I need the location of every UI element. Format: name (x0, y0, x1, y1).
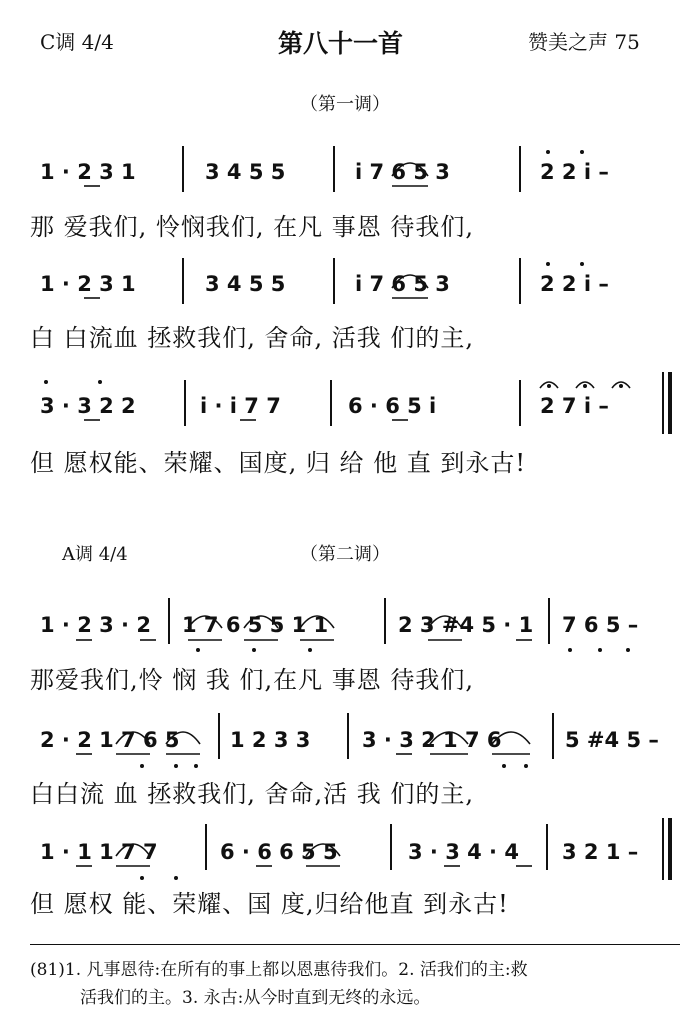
notes-measure: 6 · 6 5 i (348, 394, 437, 418)
notes-measure: 3 4 5 5 (205, 272, 286, 296)
notes-measure: i 7 6 5 3 (355, 272, 450, 296)
tune1-label: （第一调） (300, 94, 390, 115)
notes-measure: 2 7 i – (540, 394, 609, 418)
lyric-line: 但 愿权 能、荣耀、国 度,归给他直 到永古! (30, 890, 509, 918)
notes-measure: 1 2 3 3 (230, 728, 311, 752)
lyric-line: 那 爱我们, 怜悯我们, 在凡 事恩 待我们, (30, 213, 475, 241)
octave-dots (44, 150, 630, 880)
lyric-line: 白白流 血 拯救我们, 舍命,活 我 们的主, (30, 780, 475, 808)
notes-measure: 5 #4 5 – (565, 728, 659, 752)
notes-measure: i · i 7 7 (200, 394, 281, 418)
footnote-line: (81)1. 凡事恩待:在所有的事上都以恩惠待我们。2. 活我们的主:救 (30, 960, 528, 980)
notes-measure: 2 3 #4 5 · 1 (398, 613, 534, 637)
notes-measure: 7 6 5 – (562, 613, 639, 637)
notes-measure: 3 2 1 – (562, 840, 639, 864)
notes-measure: 1 · 2 3 1 (40, 160, 136, 184)
notes-measure: 6 · 6 6 5 5 (220, 840, 338, 864)
notes-measure: 1 · 2 3 1 (40, 272, 136, 296)
notes-measure: 2 2 i – (540, 272, 609, 296)
notes-measure: 3 · 3 2 2 (40, 394, 136, 418)
notes-measure: 2 · 2 1 7 6 5 (40, 728, 180, 752)
key-signature: C调 4/4 (40, 30, 114, 54)
lyric-line: 但 愿权能、荣耀、国度, 归 给 他 直 到永古! (30, 449, 527, 477)
notes-measure: 3 · 3 4 · 4 (408, 840, 519, 864)
footnote-line: 活我们的主。3. 永古:从今时直到无终的永远。 (80, 988, 431, 1008)
hymn-title: 第八十一首 (278, 29, 404, 58)
notes-measure: 2 2 i – (540, 160, 609, 184)
footnote-divider (30, 944, 680, 945)
slur-marks (116, 163, 530, 856)
hymn-source: 赞美之声 75 (528, 30, 640, 54)
lyric-line: 那爱我们,怜 悯 我 们,在凡 事恩 待我们, (30, 666, 475, 694)
notes-measure: 3 4 5 5 (205, 160, 286, 184)
lyric-line: 白 白流血 拯救我们, 舍命, 活我 们的主, (30, 324, 475, 352)
duration-underlines (76, 186, 532, 866)
notes-measure: i 7 6 5 3 (355, 160, 450, 184)
notes-measure: 1 7 6 5 5 1 1 (182, 613, 329, 637)
notes-measure: 3 · 3 2 1 7 6 (362, 728, 502, 752)
tune2-label: （第二调） (300, 544, 390, 565)
notes-measure: 1 · 2 3 · 2 (40, 613, 151, 637)
notes-measure: 1 · 1 1 7 7 (40, 840, 158, 864)
key-signature-2: A调 4/4 (62, 544, 128, 565)
